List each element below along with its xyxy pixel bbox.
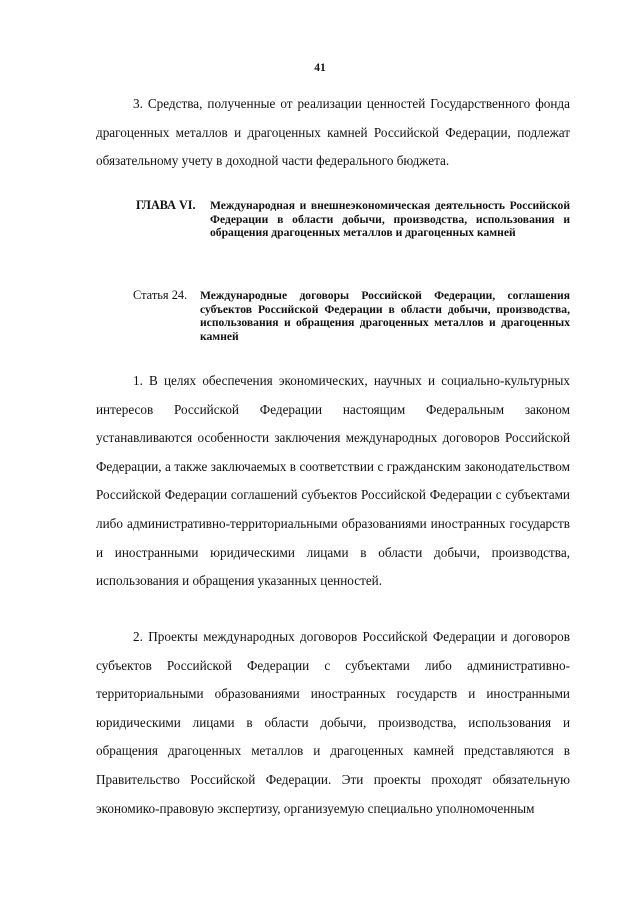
article-label: Статья 24. [133, 288, 188, 302]
chapter-title: Международная и внешнеэкономическая деятельность Российской Федерации в области добычи, производства, использования и обращения драгоценных металлов и драгоценных камней [210, 199, 570, 240]
page-number: 41 [314, 62, 326, 74]
chapter-label: ГЛАВА VI. [136, 198, 196, 212]
article-paragraph-1: 1. В целях обеспечения экономических, научных и социально-культурных интересов Российской Федерации настоящим Федеральным законом устанавливаются особенности заключения международных договоров Российской Федерации, а также заключаемых в соответствии с гражданским законодательством Российской Федерации соглашений субъектов Российской Федерации с субъектами либо административно-территориальными образованиями иностранных государств и иностранными юридическими лицами в области добычи, производства, использования и обращения указанных ценностей. [96, 373, 570, 589]
article-paragraph-2: 2. Проекты международных договоров Российской Федерации и договоров субъектов Российской Федерации с субъектами либо административно-территориальными образованиями иностранных государств и иностранными юридическими лицами в области добычи, производства, использования и обращения драгоценных металлов и драгоценных камней представляются в Правительство Российской Федерации. Эти проекты проходят обязательную экономико-правовую экспертизу, организуемую специально уполномоченным [96, 629, 570, 816]
paragraph-3: 3. Средства, полученные от реализации ценностей Государственного фонда драгоценных металлов и драгоценных камней Российской Федерации, подлежат обязательному учету в доходной части федерального бюджета. [96, 96, 570, 169]
article-title: Международные договоры Российской Федерации, соглашения субъектов Российской Федерации в области добычи, производства, использования и обращения драгоценных металлов и драгоценных камней [200, 289, 570, 343]
